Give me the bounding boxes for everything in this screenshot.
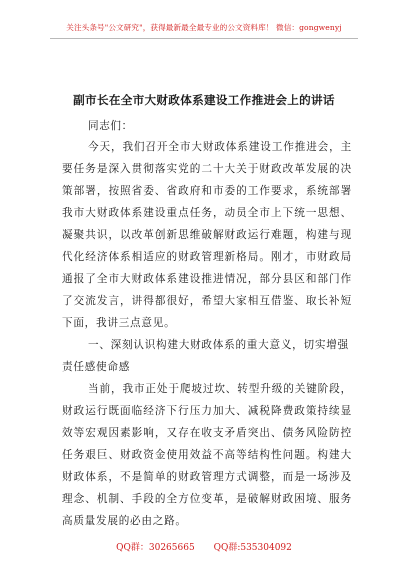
document-body bbox=[62, 116, 352, 532]
footer-qq-group-2: QQ群:535304092 bbox=[213, 543, 292, 553]
footer-qq-group-1: QQ群：30265665 bbox=[116, 543, 195, 553]
intro-paragraph: 今天，我们召开全市大财政体系建设工作推进会，主要任务是深入贯彻落实党的二十大关于财政改革发展的决策部署，按照省委、省政府和市委的工作要求，系统部署我市大财政体系建设重点任务，动员全市上下统一思想、凝聚共识，以改革创新思维破解财政运行难题，构建与现代化经济体系相适应的财政管理新格局。刚才，市财政局通报了全市大财政体系建设推进情况，部分县区和部门作了交流发言，讲得都很好，希望大家相互借鉴、取长补短下面，我讲三点意见。 bbox=[62, 141, 352, 329]
salutation: 同志们： bbox=[88, 120, 133, 132]
document-title: 副市长在全市大财政体系建设工作推进会上的讲话 bbox=[73, 93, 335, 107]
footer-contact bbox=[0, 540, 408, 553]
header-divider bbox=[50, 38, 358, 39]
section-heading-1: 一、深刻认识构建大财政体系的重大意义，切实增强责任感使命感 bbox=[62, 339, 349, 373]
section-paragraph-1: 当前，我市正处于爬坡过坎、转型升级的关键阶段，财政运行既面临经济下行压力加大、减税降费政策持续显效等宏观因素影响，又存在收支矛盾突出、债务风险防控任务艰巨、财政资金使用效益不高等结构性问题。构建大财政体系，不是简单的财政管理方式调整，而是一场涉及理念、机制、手段的全方位变革，是破解财政困境、服务高质量发展的必由之路。 bbox=[62, 383, 352, 527]
header-promo-note: 关注头条号"公文研究"，获得最新最全最专业的公文资料库！ 微信：gongwenyj bbox=[66, 23, 342, 32]
